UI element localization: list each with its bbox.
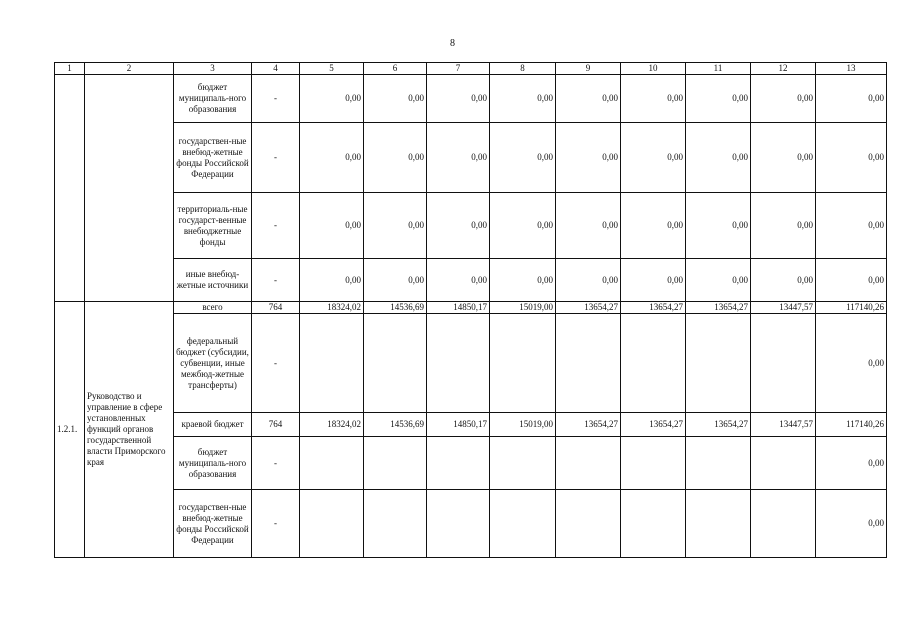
value-cell — [300, 490, 364, 558]
value-cell: 0,00 — [816, 437, 887, 490]
c4-cell: - — [252, 259, 300, 302]
value-cell: 0,00 — [816, 75, 887, 123]
table-row — [55, 193, 887, 259]
c4-cell: - — [252, 437, 300, 490]
value-cell: 0,00 — [686, 193, 751, 259]
value-cell: 0,00 — [364, 123, 427, 193]
value-cell: 14850,17 — [427, 302, 490, 314]
value-cell: 18324,02 — [300, 413, 364, 437]
c4-cell: - — [252, 75, 300, 123]
value-cell: 0,00 — [490, 193, 556, 259]
value-cell: 14850,17 — [427, 413, 490, 437]
value-cell: 0,00 — [816, 490, 887, 558]
value-cell — [621, 314, 686, 413]
value-cell — [621, 437, 686, 490]
table-row — [55, 490, 887, 558]
value-cell — [427, 490, 490, 558]
block-a-body — [55, 75, 887, 302]
header-cell: 8 — [490, 63, 556, 75]
value-cell: 0,00 — [556, 259, 621, 302]
code-cell: 1.2.1. — [55, 302, 85, 558]
value-cell: 117140,26 — [816, 413, 887, 437]
value-cell: 13654,27 — [686, 302, 751, 314]
value-cell — [686, 314, 751, 413]
header-cell: 6 — [364, 63, 427, 75]
header-cell: 12 — [751, 63, 816, 75]
value-cell: 0,00 — [816, 259, 887, 302]
value-cell: 14536,69 — [364, 302, 427, 314]
table-row — [55, 75, 887, 123]
table-row — [55, 437, 887, 490]
value-cell: 13654,27 — [686, 413, 751, 437]
table-row — [55, 259, 887, 302]
value-cell — [364, 314, 427, 413]
c4-cell: 764 — [252, 302, 300, 314]
source-cell: бюджет муниципаль-ного образования — [174, 75, 252, 123]
header-cell: 3 — [174, 63, 252, 75]
value-cell — [556, 437, 621, 490]
value-cell: 13654,27 — [556, 302, 621, 314]
header-row — [55, 63, 887, 75]
value-cell — [751, 314, 816, 413]
source-cell: всего — [174, 302, 252, 314]
source-cell: территориаль-ные государст-венные внебюджетные фонды — [174, 193, 252, 259]
header-cell: 1 — [55, 63, 85, 75]
table-row — [55, 413, 887, 437]
source-cell: бюджет муниципаль-ного образования — [174, 437, 252, 490]
name-cell — [85, 75, 174, 302]
header-cell: 2 — [85, 63, 174, 75]
value-cell: 0,00 — [686, 123, 751, 193]
value-cell: 0,00 — [300, 259, 364, 302]
value-cell: 0,00 — [751, 123, 816, 193]
value-cell: 0,00 — [490, 75, 556, 123]
value-cell: 13654,27 — [556, 413, 621, 437]
value-cell — [300, 437, 364, 490]
value-cell — [556, 314, 621, 413]
value-cell: 0,00 — [556, 123, 621, 193]
value-cell: 0,00 — [364, 259, 427, 302]
value-cell: 0,00 — [490, 123, 556, 193]
value-cell: 0,00 — [300, 123, 364, 193]
value-cell: 14536,69 — [364, 413, 427, 437]
value-cell — [364, 437, 427, 490]
value-cell — [556, 490, 621, 558]
block-b-body — [55, 302, 887, 558]
value-cell — [427, 437, 490, 490]
budget-table — [54, 62, 887, 558]
name-cell: Руководство и управление в сфере установленных функций органов государственной власти Приморского края — [85, 302, 174, 558]
value-cell: 0,00 — [751, 193, 816, 259]
value-cell — [364, 490, 427, 558]
value-cell: 0,00 — [751, 75, 816, 123]
value-cell — [751, 490, 816, 558]
page-number: 8 — [450, 38, 455, 49]
value-cell — [751, 437, 816, 490]
value-cell: 0,00 — [816, 123, 887, 193]
value-cell: 13654,27 — [621, 413, 686, 437]
c4-cell: - — [252, 193, 300, 259]
c4-cell: - — [252, 123, 300, 193]
value-cell: 0,00 — [621, 75, 686, 123]
value-cell: 0,00 — [556, 75, 621, 123]
value-cell: 0,00 — [364, 193, 427, 259]
source-cell: государствен-ные внебюд-жетные фонды Российской Федерации — [174, 490, 252, 558]
source-cell: федеральный бюджет (субсидии, субвенции, иные межбюд-жетные трансферты) — [174, 314, 252, 413]
value-cell: 13654,27 — [621, 302, 686, 314]
value-cell: 0,00 — [816, 314, 887, 413]
value-cell: 0,00 — [490, 259, 556, 302]
code-cell — [55, 75, 85, 302]
value-cell: 0,00 — [427, 75, 490, 123]
header-cell: 13 — [816, 63, 887, 75]
value-cell — [686, 437, 751, 490]
value-cell: 0,00 — [621, 193, 686, 259]
header-cell: 7 — [427, 63, 490, 75]
value-cell — [300, 314, 364, 413]
value-cell: 15019,00 — [490, 302, 556, 314]
header-cell: 4 — [252, 63, 300, 75]
value-cell — [490, 437, 556, 490]
source-cell: государствен-ные внебюд-жетные фонды Российской Федерации — [174, 123, 252, 193]
value-cell: 18324,02 — [300, 302, 364, 314]
value-cell: 0,00 — [621, 259, 686, 302]
value-cell: 0,00 — [300, 193, 364, 259]
value-cell: 0,00 — [816, 193, 887, 259]
value-cell: 117140,26 — [816, 302, 887, 314]
header-cell: 10 — [621, 63, 686, 75]
source-cell: краевой бюджет — [174, 413, 252, 437]
value-cell: 0,00 — [427, 259, 490, 302]
c4-cell: - — [252, 490, 300, 558]
value-cell: 0,00 — [751, 259, 816, 302]
value-cell: 15019,00 — [490, 413, 556, 437]
header-cell: 5 — [300, 63, 364, 75]
value-cell: 0,00 — [686, 75, 751, 123]
value-cell: 0,00 — [621, 123, 686, 193]
value-cell: 0,00 — [427, 193, 490, 259]
value-cell: 0,00 — [556, 193, 621, 259]
table-row — [55, 314, 887, 413]
value-cell — [686, 490, 751, 558]
value-cell — [490, 490, 556, 558]
value-cell — [427, 314, 490, 413]
value-cell: 0,00 — [686, 259, 751, 302]
value-cell — [621, 490, 686, 558]
value-cell: 0,00 — [427, 123, 490, 193]
value-cell — [490, 314, 556, 413]
header-cell: 11 — [686, 63, 751, 75]
value-cell: 0,00 — [364, 75, 427, 123]
c4-cell: 764 — [252, 413, 300, 437]
header-cell: 9 — [556, 63, 621, 75]
table-row — [55, 302, 887, 314]
value-cell: 13447,57 — [751, 413, 816, 437]
value-cell: 13447,57 — [751, 302, 816, 314]
value-cell: 0,00 — [300, 75, 364, 123]
table-row — [55, 123, 887, 193]
source-cell: иные внебюд-жетные источники — [174, 259, 252, 302]
c4-cell: - — [252, 314, 300, 413]
